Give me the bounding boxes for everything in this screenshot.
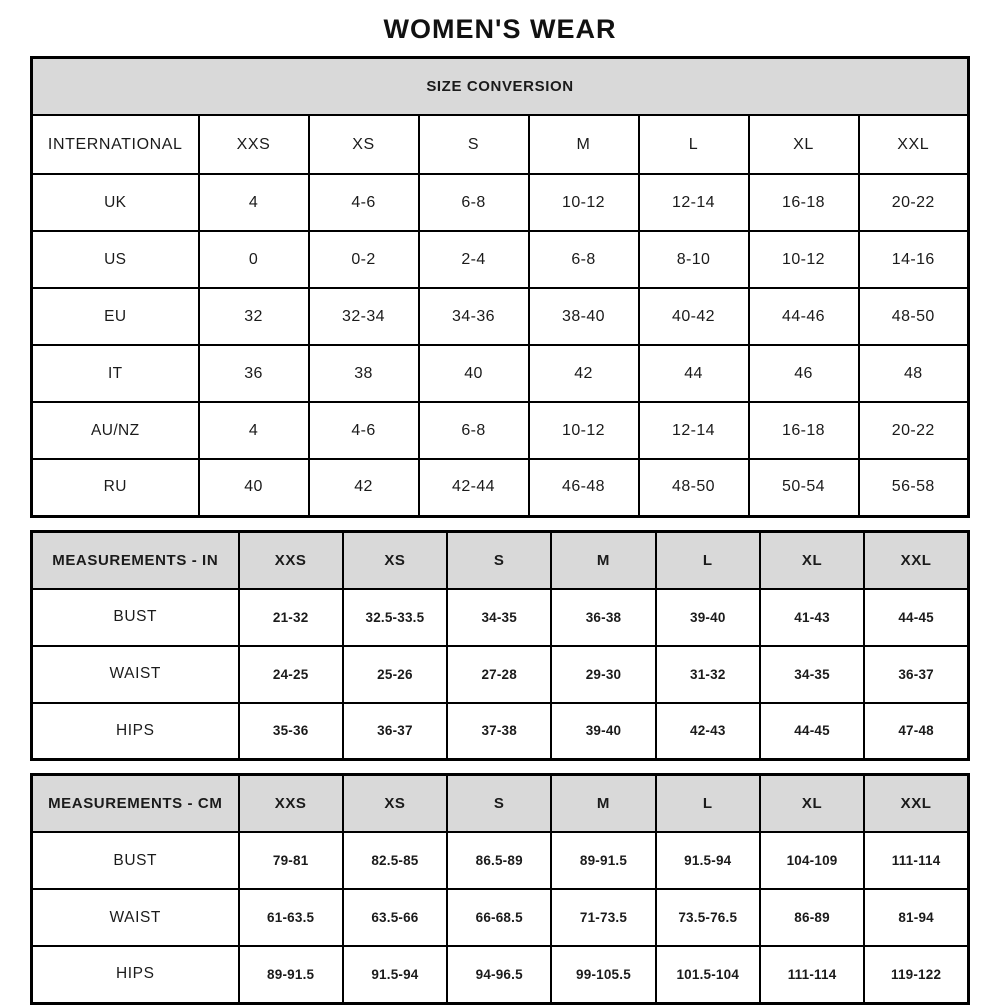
cell-value: 2-4 — [419, 231, 529, 288]
row-label: BUST — [32, 832, 239, 889]
column-header: XXS — [239, 775, 343, 833]
cell-value: 10-12 — [529, 174, 639, 231]
column-header: XXS — [199, 115, 309, 174]
table-row — [32, 589, 969, 646]
column-header: XS — [343, 531, 447, 589]
cell-value: 48-50 — [639, 459, 749, 516]
cell-value: 34-35 — [760, 646, 864, 703]
cell-value: 71-73.5 — [551, 889, 655, 946]
cell-value: 48 — [859, 345, 969, 402]
row-label: WAIST — [32, 889, 239, 946]
column-header: INTERNATIONAL — [32, 115, 199, 174]
cell-value: 4-6 — [309, 174, 419, 231]
table-row — [32, 646, 969, 703]
cell-value: 34-36 — [419, 288, 529, 345]
table-row — [32, 288, 969, 345]
cell-value: 89-91.5 — [239, 946, 343, 1003]
cell-value: 42-44 — [419, 459, 529, 516]
cell-value: 20-22 — [859, 402, 969, 459]
cell-value: 38-40 — [529, 288, 639, 345]
cell-value: 40 — [419, 345, 529, 402]
size-conversion-title: SIZE CONVERSION — [32, 58, 969, 116]
column-header: L — [656, 531, 760, 589]
cell-value: 14-16 — [859, 231, 969, 288]
cell-value: 16-18 — [749, 402, 859, 459]
cell-value: 47-48 — [864, 703, 968, 760]
measurements-cm-table — [30, 773, 970, 1005]
cell-value: 10-12 — [529, 402, 639, 459]
cell-value: 27-28 — [447, 646, 551, 703]
cell-value: 44-45 — [760, 703, 864, 760]
cell-value: 4-6 — [309, 402, 419, 459]
cell-value: 36-37 — [864, 646, 968, 703]
cell-value: 6-8 — [419, 402, 529, 459]
cell-value: 39-40 — [551, 703, 655, 760]
cell-value: 20-22 — [859, 174, 969, 231]
cell-value: 44-46 — [749, 288, 859, 345]
column-header: MEASUREMENTS - IN — [32, 531, 239, 589]
size-chart-page — [30, 0, 970, 1005]
cell-value: 25-26 — [343, 646, 447, 703]
cell-value: 91.5-94 — [343, 946, 447, 1003]
size-conversion-table — [30, 56, 970, 518]
column-header: M — [529, 115, 639, 174]
cell-value: 34-35 — [447, 589, 551, 646]
cell-value: 61-63.5 — [239, 889, 343, 946]
cell-value: 36 — [199, 345, 309, 402]
cell-value: 10-12 — [749, 231, 859, 288]
cell-value: 32-34 — [309, 288, 419, 345]
cell-value: 111-114 — [864, 832, 968, 889]
cell-value: 42 — [309, 459, 419, 516]
cell-value: 81-94 — [864, 889, 968, 946]
table-row — [32, 402, 969, 459]
page-title: WOMEN'S WEAR — [383, 14, 617, 44]
cell-value: 6-8 — [529, 231, 639, 288]
cell-value: 44 — [639, 345, 749, 402]
cell-value: 40-42 — [639, 288, 749, 345]
measurements-in-table — [30, 530, 970, 762]
column-header: S — [447, 775, 551, 833]
cell-value: 46-48 — [529, 459, 639, 516]
column-header: L — [656, 775, 760, 833]
column-header: XXL — [864, 775, 968, 833]
cell-value: 31-32 — [656, 646, 760, 703]
row-label: IT — [32, 345, 199, 402]
table-row — [32, 946, 969, 1003]
cell-value: 4 — [199, 402, 309, 459]
size-conversion-title-row — [32, 58, 969, 116]
cell-value: 82.5-85 — [343, 832, 447, 889]
cell-value: 73.5-76.5 — [656, 889, 760, 946]
cell-value: 0-2 — [309, 231, 419, 288]
column-header: XS — [309, 115, 419, 174]
cell-value: 48-50 — [859, 288, 969, 345]
cell-value: 12-14 — [639, 402, 749, 459]
table-row — [32, 231, 969, 288]
cell-value: 89-91.5 — [551, 832, 655, 889]
cell-value: 29-30 — [551, 646, 655, 703]
column-header: XXL — [859, 115, 969, 174]
cell-value: 99-105.5 — [551, 946, 655, 1003]
cell-value: 119-122 — [864, 946, 968, 1003]
cell-value: 46 — [749, 345, 859, 402]
column-header: XXS — [239, 531, 343, 589]
row-label: HIPS — [32, 703, 239, 760]
cell-value: 44-45 — [864, 589, 968, 646]
column-header: XL — [749, 115, 859, 174]
table-row — [32, 459, 969, 516]
row-label: UK — [32, 174, 199, 231]
cell-value: 39-40 — [656, 589, 760, 646]
cell-value: 38 — [309, 345, 419, 402]
cell-value: 111-114 — [760, 946, 864, 1003]
cell-value: 24-25 — [239, 646, 343, 703]
cell-value: 86-89 — [760, 889, 864, 946]
column-header: L — [639, 115, 749, 174]
row-label: RU — [32, 459, 199, 516]
table-row — [32, 174, 969, 231]
measurements-cm-header-row — [32, 775, 969, 833]
row-label: WAIST — [32, 646, 239, 703]
row-label: US — [32, 231, 199, 288]
column-header: M — [551, 531, 655, 589]
column-header: MEASUREMENTS - CM — [32, 775, 239, 833]
cell-value: 94-96.5 — [447, 946, 551, 1003]
cell-value: 56-58 — [859, 459, 969, 516]
cell-value: 36-38 — [551, 589, 655, 646]
measurements-in-header-row — [32, 531, 969, 589]
cell-value: 66-68.5 — [447, 889, 551, 946]
column-header: S — [419, 115, 529, 174]
cell-value: 104-109 — [760, 832, 864, 889]
cell-value: 63.5-66 — [343, 889, 447, 946]
row-label: EU — [32, 288, 199, 345]
column-header: XS — [343, 775, 447, 833]
column-header: XL — [760, 775, 864, 833]
cell-value: 0 — [199, 231, 309, 288]
cell-value: 21-32 — [239, 589, 343, 646]
cell-value: 32 — [199, 288, 309, 345]
cell-value: 42 — [529, 345, 639, 402]
table-row — [32, 703, 969, 760]
cell-value: 40 — [199, 459, 309, 516]
column-header: S — [447, 531, 551, 589]
column-header: XXL — [864, 531, 968, 589]
table-row — [32, 832, 969, 889]
cell-value: 101.5-104 — [656, 946, 760, 1003]
cell-value: 79-81 — [239, 832, 343, 889]
row-label: HIPS — [32, 946, 239, 1003]
row-label: AU/NZ — [32, 402, 199, 459]
cell-value: 91.5-94 — [656, 832, 760, 889]
cell-value: 6-8 — [419, 174, 529, 231]
cell-value: 42-43 — [656, 703, 760, 760]
table-row — [32, 345, 969, 402]
cell-value: 41-43 — [760, 589, 864, 646]
size-conversion-column-header-row — [32, 115, 969, 174]
cell-value: 37-38 — [447, 703, 551, 760]
column-header: M — [551, 775, 655, 833]
cell-value: 35-36 — [239, 703, 343, 760]
column-header: XL — [760, 531, 864, 589]
cell-value: 32.5-33.5 — [343, 589, 447, 646]
cell-value: 86.5-89 — [447, 832, 551, 889]
cell-value: 12-14 — [639, 174, 749, 231]
cell-value: 8-10 — [639, 231, 749, 288]
table-row — [32, 889, 969, 946]
cell-value: 4 — [199, 174, 309, 231]
cell-value: 36-37 — [343, 703, 447, 760]
cell-value: 16-18 — [749, 174, 859, 231]
row-label: BUST — [32, 589, 239, 646]
cell-value: 50-54 — [749, 459, 859, 516]
